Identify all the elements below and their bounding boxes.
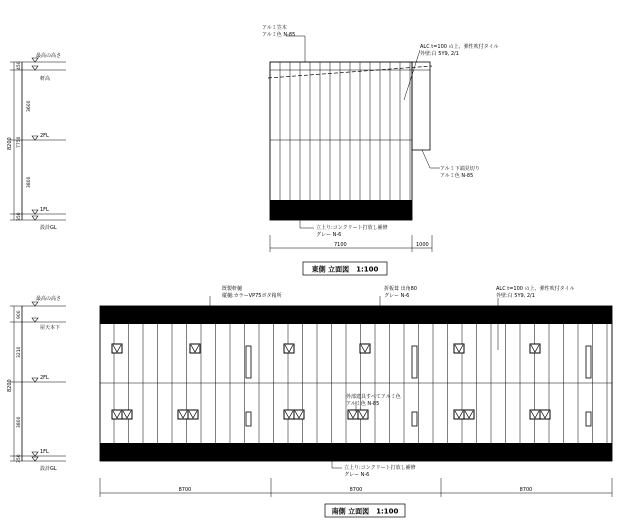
south-wall-outline: [100, 306, 612, 461]
south-concrete-base: [100, 443, 612, 461]
east-dim-mid-a: 3600: [27, 100, 32, 112]
east-dim-part: 7750: [17, 136, 22, 148]
south-windows: [112, 344, 591, 426]
east-label-2fl: 2FL: [40, 133, 49, 139]
window: [178, 410, 188, 419]
south-note-wall-1: ALC t=100 の上、弾性吹付タイル: [496, 286, 575, 292]
east-note-base-1: 立上り:コンクリート打放し補修: [316, 225, 388, 231]
east-label-gl: 設計GL: [40, 225, 57, 231]
window: [112, 344, 122, 353]
south-label-1fl: 1FL: [40, 449, 49, 455]
south-dim-c: 350: [17, 454, 22, 463]
south-level-marker-1fl: [32, 452, 38, 456]
east-dim-mid-b: 3800: [27, 176, 32, 188]
south-note-gutter-2: グレー N-6: [384, 293, 410, 299]
south-note-canopy-1: 既製軒樋: [222, 286, 243, 292]
east-label-eave: 軒高: [40, 76, 51, 82]
south-level-marker-gl: [32, 457, 38, 461]
window: [188, 410, 198, 419]
south-dim-h-1: 8700: [178, 487, 192, 493]
south-note-wall-2: 外壁:白 5Y9, 2/1: [496, 293, 535, 299]
window: [360, 344, 370, 353]
south-note-gutter-1: 折板葺 出角80: [384, 286, 417, 292]
east-note-roof-2: アルミ色 N-85: [262, 32, 296, 38]
south-dim-a: 3210: [17, 346, 22, 358]
window: [530, 344, 540, 353]
east-dim-h-2: 1000: [416, 242, 429, 248]
south-dim-total: 8200: [7, 379, 13, 392]
east-dim-upper: 450: [17, 61, 22, 70]
south-note-windows-2: アルミ色 N-85: [346, 401, 380, 407]
south-level-marker-2fl: [32, 378, 38, 382]
east-note-sill-2: アルミ色 N-85: [440, 173, 474, 179]
window: [530, 410, 540, 419]
south-note-canopy-2: 縦樋:カラーVP75ボタ箱所: [222, 293, 282, 299]
south-level-marker-top: [32, 302, 38, 306]
east-wall-projection: [412, 62, 430, 150]
south-wall-panels: [114, 324, 607, 443]
east-leader-base: [300, 220, 314, 228]
window: [190, 344, 200, 353]
window: [112, 410, 122, 419]
east-note-roof-1: アルミ笠木: [262, 25, 287, 31]
south-roof-fascia: [100, 306, 612, 324]
east-level-marker-1fl: [32, 210, 38, 214]
east-dim-total: 8200: [7, 137, 13, 150]
east-level-marker-gl: [32, 216, 38, 220]
window: [540, 410, 550, 419]
east-level-marker-2fl: [32, 136, 38, 140]
east-note-sill-1: アルミ下端見切り: [440, 166, 480, 172]
south-label-2fl: 2FL: [40, 375, 49, 381]
south-elevation: [7, 285, 612, 517]
window: [284, 410, 294, 419]
east-dim-bottom: 350: [17, 212, 22, 221]
south-note-windows-1: 外部建具すべてアルミ色: [346, 394, 401, 400]
window: [464, 410, 474, 419]
tall-window: [412, 412, 417, 426]
south-label-ceiling: 屋天本下: [40, 325, 61, 331]
south-level-marker-ceiling: [32, 318, 38, 322]
tall-window: [246, 412, 251, 426]
east-note-wall-2: 外壁:白 5Y9, 2/1: [420, 51, 459, 57]
window: [284, 344, 294, 353]
tall-window: [412, 346, 417, 378]
east-label-top: 最高の高さ: [36, 53, 62, 59]
south-dim-top: 900: [17, 310, 22, 319]
east-elevation: [7, 24, 498, 275]
window: [454, 344, 464, 353]
tall-window: [586, 412, 591, 426]
east-title: 東側 立面図 1:100: [311, 265, 379, 274]
south-note-base-1: 立上り:コンクリート打放し補修: [344, 465, 416, 471]
east-dim-h-1: 7100: [334, 242, 347, 248]
window: [122, 410, 132, 419]
window: [348, 410, 358, 419]
tall-window: [246, 346, 251, 378]
south-title: 南側 立面図 1:100: [331, 507, 399, 516]
south-label-gl: 設計GL: [40, 466, 57, 472]
south-note-base-2: グレー N-6: [344, 472, 370, 478]
east-label-1fl: 1FL: [40, 207, 49, 213]
south-leader-base: [332, 461, 342, 468]
south-dim-h-2: 8700: [349, 487, 363, 493]
south-label-top: 最高の高さ: [36, 296, 62, 302]
tall-window: [586, 346, 591, 378]
south-dim-h-3: 8700: [519, 487, 533, 493]
east-note-wall-1: ALC t=100 の上、弾性吹付タイル: [420, 44, 499, 50]
east-leader-roof: [286, 36, 305, 62]
window: [294, 410, 304, 419]
window: [358, 410, 368, 419]
south-dim-b: 3800: [17, 416, 22, 428]
east-concrete-base: [270, 200, 412, 220]
east-leader-sill: [422, 150, 440, 168]
window: [454, 410, 464, 419]
east-wall-panels: [280, 62, 410, 200]
east-level-marker-eave: [32, 66, 38, 70]
east-wall-outline: [270, 62, 412, 220]
east-note-base-2: グレー N-6: [316, 232, 342, 238]
